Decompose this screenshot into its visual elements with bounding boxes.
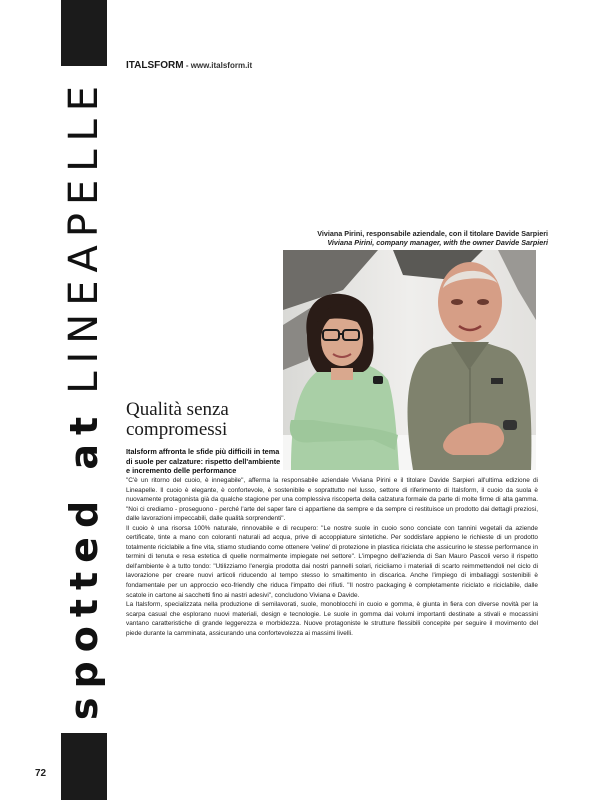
caption-english: Viviana Pirini, company manager, with the owner Davide Sarpieri <box>327 238 548 247</box>
photo-illustration <box>283 250 536 470</box>
photo-two-people <box>283 250 536 470</box>
article-title-line-2: compromessi <box>126 419 228 440</box>
black-bar-top <box>61 0 107 66</box>
company-header <box>126 60 252 71</box>
section-label-bold: spotted at <box>62 407 106 721</box>
paragraph-2: Il cuoio è una risorsa 100% naturale, rinnovabile e di recupero: "Le nostre suole in cuoio sono conciate con tannini vegetali da aziende certificate, tinte a mano con coloranti naturali ad acqua, prive di accoppiature sintetiche. Per soddisfare appieno le richieste di un prodotto totalmente riciclabile a fine vita, stiamo studiando come ottenere 'veline' di protezione in plastica riciclata che assicurino le stesse performance in termini di tenuta e resa estetica di quelle normalmente impiegate nel settore". L'impegno dell'azienda di San Mauro Pascoli verso il rispetto dell'ambiente è a tutto tondo: "Utilizziamo l'energia prodotta dai nostri pannelli solari, ricicliamo i materiali di scarto reimmettendoli nel ciclo di lavorazione per creare nuovi articoli riducendo al tempo stesso lo smaltimento in discarica. Anche l'impiego di imballaggi sostenibili è fondamentale per un approccio eco-friendly che riduca l'impatto dei rifiuti. "Il nostro packaging è completamente riciclato e riciclabile, dalle scatole in cartone ai sacchetti fino ai nastri adesivi", concludono Viviana e Davide. <box>126 524 538 599</box>
article-subhead: Italsform affronta le sfide più difficili in tema di suole per calzature: rispetto dell'ambiente e incremento delle performance <box>126 447 281 475</box>
article-body <box>126 476 538 638</box>
company-url[interactable]: www.italsform.it <box>190 61 253 70</box>
article-title <box>126 400 229 440</box>
photo-caption <box>317 229 548 247</box>
company-name: ITALSFORM <box>126 60 184 71</box>
caption-italian: Viviana Pirini, responsabile aziendale, con il titolare Davide Sarpieri <box>317 229 548 238</box>
section-spine-title <box>61 79 107 719</box>
paragraph-3: La Italsform, specializzata nella produzione di semilavorati, suole, monoblocchi in cuoio e gomma, è giunta in fiera con diverse novità per la scarpa casual che esplorano nuovi materiali, design e tecnologie. Le suole in gomma dai volumi importanti destinate a stivali e mocassini vantano caratteristiche di grande leggerezza e morbidezza. Nuove protagoniste le strutture flessibili concepite per seguire il movimento del piede durante la camminata, assicurando una confortevolezza ai massimi livelli. <box>126 601 538 637</box>
black-bar-bottom <box>61 733 107 800</box>
header-separator: - <box>183 61 191 70</box>
page-number: 72 <box>35 768 47 779</box>
paragraph-1: "C'è un ritorno del cuoio, è innegabile", afferma la responsabile aziendale Viviana Pirini e il titolare Davide Sarpieri all'ultima edizione di Lineapelle. Il cuoio è elegante, è confortevole, è sostenibile e soprattutto nel lusso, settore di riferimento di Italsform, il cuoio da suola è nuovamente protagonista già da qualche stagione per una complessiva riscoperta della calzatura formale da parte di molte firme di alta gamma. "Noi ci crediamo - proseguono - perché l'arte del saper fare ci appartiene da sempre e da sempre ci restituisce un prodotto dai dettagli preziosi, dalle lavorazioni impeccabili, dalle qualità sorprendenti". <box>126 477 538 523</box>
article-title-line-1: Qualità senza <box>126 399 229 420</box>
section-label-light: LINEAPELLE <box>61 77 107 394</box>
